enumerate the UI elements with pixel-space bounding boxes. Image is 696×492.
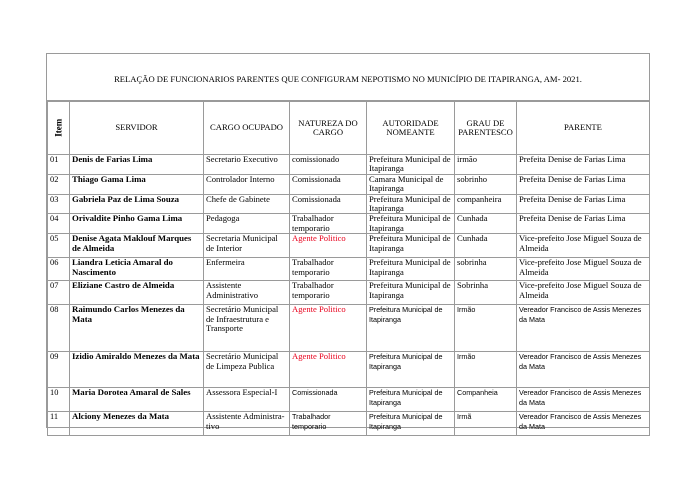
servidor-cell: Thiago Gama Lima bbox=[70, 174, 204, 194]
table-row bbox=[48, 281, 650, 305]
servidor-cell: Orivaldite Pinho Gama Lima bbox=[70, 214, 204, 234]
document-title: RELAÇÃO DE FUNCIONARIOS PARENTES QUE CONFIGURAM NEPOTISMO NO MUNICÍPIO DE ITAPIRANGA, AM- 2021. bbox=[47, 54, 649, 101]
natureza-cell: Trabalhador temporario bbox=[290, 214, 367, 234]
parente-cell: Prefeita Denise de Farias Lima bbox=[517, 214, 650, 234]
table-row bbox=[48, 234, 650, 258]
grau-cell: Companheia bbox=[455, 388, 517, 412]
cargo-cell: Assistente Administrativo bbox=[204, 281, 290, 305]
servidor-cell: Maria Dorotea Amaral de Sales bbox=[70, 388, 204, 412]
row-number: 05 bbox=[48, 234, 70, 258]
table-row bbox=[48, 194, 650, 214]
natureza-cell: Trabalhador temporario bbox=[290, 412, 367, 436]
autoridade-cell: Prefeitura Municipal de Itapiranga bbox=[367, 214, 455, 234]
autoridade-cell: Prefeitura Municipal de Itapiranga bbox=[367, 412, 455, 436]
row-number: 08 bbox=[48, 305, 70, 352]
header-parente: PARENTE bbox=[517, 102, 650, 155]
grau-cell: sobrinho bbox=[455, 174, 517, 194]
table-row bbox=[48, 388, 650, 412]
cargo-cell: Enfermeira bbox=[204, 258, 290, 281]
servidor-cell: Eliziane Castro de Almeida bbox=[70, 281, 204, 305]
cargo-cell: Assistente Administra-tivo bbox=[204, 412, 290, 436]
grau-cell: Irmã bbox=[455, 412, 517, 436]
table-row bbox=[48, 258, 650, 281]
grau-cell: Irmão bbox=[455, 305, 517, 352]
autoridade-cell: Prefeitura Municipal de Itapiranga bbox=[367, 155, 455, 175]
nepotism-table bbox=[47, 101, 650, 436]
table-row bbox=[48, 214, 650, 234]
natureza-cell: Agente Politico bbox=[290, 352, 367, 388]
parente-cell: Vereador Francisco de Assis Menezes da Mata bbox=[517, 305, 650, 352]
row-number: 04 bbox=[48, 214, 70, 234]
natureza-cell: Comissionada bbox=[290, 388, 367, 412]
cargo-cell: Chefe de Gabinete bbox=[204, 194, 290, 214]
row-number: 02 bbox=[48, 174, 70, 194]
autoridade-cell: Prefeitura Municipal de Itapiranga bbox=[367, 305, 455, 352]
grau-cell: irmão bbox=[455, 155, 517, 175]
servidor-cell: Alciony Menezes da Mata bbox=[70, 412, 204, 436]
parente-cell: Vereador Francisco de Assis Menezes da Mata bbox=[517, 412, 650, 436]
cargo-cell: Controlador Interno bbox=[204, 174, 290, 194]
autoridade-cell: Prefeitura Municipal de Itapiranga bbox=[367, 234, 455, 258]
table-row bbox=[48, 352, 650, 388]
parente-cell: Vereador Francisco de Assis Menezes da Mata bbox=[517, 352, 650, 388]
cargo-cell: Assessora Especial-I bbox=[204, 388, 290, 412]
document-frame bbox=[46, 53, 650, 431]
header-grau: GRAU DE PARENTESCO bbox=[455, 102, 517, 155]
autoridade-cell: Prefeitura Municipal de Itapiranga bbox=[367, 194, 455, 214]
natureza-cell: Comissionada bbox=[290, 194, 367, 214]
row-number: 07 bbox=[48, 281, 70, 305]
servidor-cell: Denis de Farias Lima bbox=[70, 155, 204, 175]
header-cargo: CARGO OCUPADO bbox=[204, 102, 290, 155]
parente-cell: Vereador Francisco de Assis Menezes da Mata bbox=[517, 388, 650, 412]
natureza-cell: Trabalhador temporario bbox=[290, 281, 367, 305]
parente-cell: Prefeita Denise de Farias Lima bbox=[517, 155, 650, 175]
table-row bbox=[48, 174, 650, 194]
row-number: 11 bbox=[48, 412, 70, 436]
cargo-cell: Secretário Municipal de Infraestrutura e Transporte bbox=[204, 305, 290, 352]
cargo-cell: Secretario Executivo bbox=[204, 155, 290, 175]
header-row bbox=[48, 102, 650, 155]
servidor-cell: Gabriela Paz de Lima Souza bbox=[70, 194, 204, 214]
servidor-cell: Izidio Amiraldo Menezes da Mata bbox=[70, 352, 204, 388]
natureza-cell: Agente Politico bbox=[290, 234, 367, 258]
header-servidor: SERVIDOR bbox=[70, 102, 204, 155]
cargo-cell: Secretaria Municipal de Interior bbox=[204, 234, 290, 258]
cargo-cell: Pedagoga bbox=[204, 214, 290, 234]
header-natureza: NATUREZA DO CARGO bbox=[290, 102, 367, 155]
servidor-cell: Raimundo Carlos Menezes da Mata bbox=[70, 305, 204, 352]
autoridade-cell: Prefeitura Municipal de Itapiranga bbox=[367, 352, 455, 388]
autoridade-cell: Prefeitura Municipal de Itapiranga bbox=[367, 388, 455, 412]
row-number: 10 bbox=[48, 388, 70, 412]
header-item: Item bbox=[48, 102, 70, 155]
parente-cell: Vice-prefeito Jose Miguel Souza de Almeida bbox=[517, 234, 650, 258]
table-row bbox=[48, 412, 650, 436]
row-number: 03 bbox=[48, 194, 70, 214]
header-autoridade: AUTORIDADE NOMEANTE bbox=[367, 102, 455, 155]
grau-cell: Cunhada bbox=[455, 214, 517, 234]
autoridade-cell: Prefeitura Municipal de Itapiranga bbox=[367, 258, 455, 281]
servidor-cell: Denise Agata Maklouf Marques de Almeida bbox=[70, 234, 204, 258]
table-row bbox=[48, 155, 650, 175]
autoridade-cell: Camara Municipal de Itapiranga bbox=[367, 174, 455, 194]
autoridade-cell: Prefeitura Municipal de Itapiranga bbox=[367, 281, 455, 305]
grau-cell: sobrinha bbox=[455, 258, 517, 281]
cargo-cell: Secretário Municipal de Limpeza Publica bbox=[204, 352, 290, 388]
natureza-cell: Agente Politico bbox=[290, 305, 367, 352]
natureza-cell: Trabalhador temporario bbox=[290, 258, 367, 281]
table-row bbox=[48, 305, 650, 352]
natureza-cell: comissionado bbox=[290, 155, 367, 175]
grau-cell: Sobrinha bbox=[455, 281, 517, 305]
row-number: 01 bbox=[48, 155, 70, 175]
grau-cell: Cunhada bbox=[455, 234, 517, 258]
row-number: 06 bbox=[48, 258, 70, 281]
parente-cell: Prefeita Denise de Farias Lima bbox=[517, 174, 650, 194]
parente-cell: Vice-prefeito Jose Miguel Souza de Almeida bbox=[517, 258, 650, 281]
grau-cell: companheira bbox=[455, 194, 517, 214]
parente-cell: Vice-prefeito Jose Miguel Souza de Almeida bbox=[517, 281, 650, 305]
grau-cell: Irmão bbox=[455, 352, 517, 388]
servidor-cell: Liandra Leticia Amaral do Nascimento bbox=[70, 258, 204, 281]
parente-cell: Prefeita Denise de Farias Lima bbox=[517, 194, 650, 214]
natureza-cell: Comissionada bbox=[290, 174, 367, 194]
row-number: 09 bbox=[48, 352, 70, 388]
